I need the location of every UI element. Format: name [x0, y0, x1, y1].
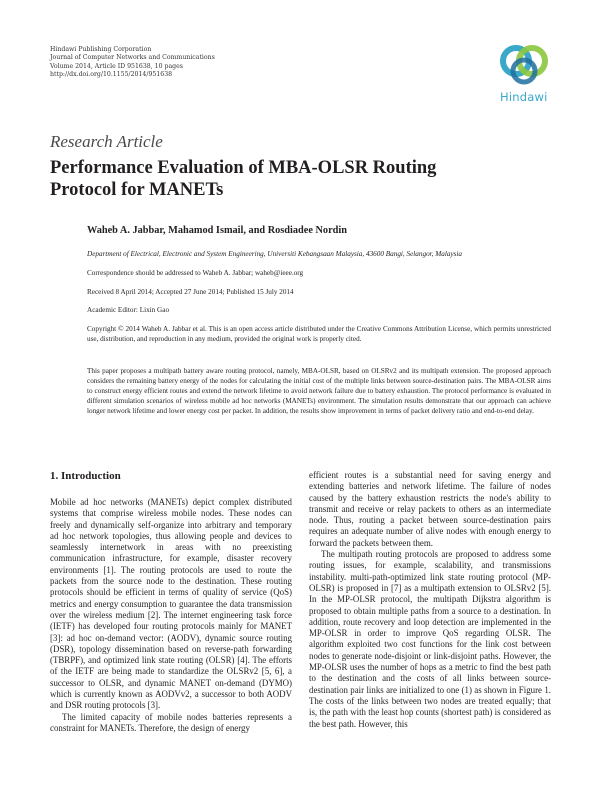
right-column — [309, 470, 551, 730]
author-list: Waheb A. Jabbar, Mahamod Ismail, and Rosdiadee Nordin — [87, 225, 347, 236]
publisher-name: Hindawi Publishing Corporation — [50, 46, 152, 53]
publication-dates: Received 8 April 2014; Accepted 27 June 2014; Published 15 July 2014 — [87, 288, 294, 296]
paper-title: Performance Evaluation of MBA-OLSR Routing Protocol for MANETs — [50, 158, 437, 200]
body-paragraph: The limited capacity of mobile nodes batteries represents a constraint for MANETs. Therefore, the design of energy — [50, 711, 292, 733]
hindawi-logo-text: Hindawi — [500, 90, 548, 104]
journal-header — [50, 46, 215, 79]
academic-editor: Academic Editor: Lixin Gao — [87, 306, 170, 314]
section-heading: 1. Introduction — [50, 470, 121, 482]
abstract: This paper proposes a multipath battery aware routing protocol, namely, MBA-OLSR, based on OLSRv2 and its multipath extension. The proposed approach considers the remaining battery energy of the nodes for calculating the initial cost of the multiple links between source-destination pairs. The MBA-OLSR aims to construct energy efficient routes and extend the network lifetime to avoid network failure due to battery exhaustion. The protocol performance is evaluated in different simulation scenarios of wireless mobile ad hoc networks (MANETs) environment. The simulation results demonstrate that our approach can achieve longer network lifetime and lower energy cost per packet. In addition, the results show improvement in terms of packet delivery ratio and end-to-end delay. — [87, 367, 551, 415]
journal-name: Journal of Computer Networks and Communications — [50, 54, 215, 62]
affiliation: Department of Electrical, Electronic and System Engineering, Universiti Kebangsaan Malaysia, 43600 Bangi, Selangor, Malaysia — [87, 250, 463, 258]
body-paragraph: efficient routes is a substantial need for saving energy and extending batteries and network lifetime. The failure of nodes caused by the battery exhaustion restricts the node's ability to transmit and receive or relay packets to others as an intermediate node. Thus, routing a packet between source-destination pairs requires an adequate number of alive nodes with enough energy to forward the packets between them. — [309, 470, 551, 548]
copyright-notice: Copyright © 2014 Waheb A. Jabbar et al. This is an open access article distributed under the Creative Commons Attribution License, which permits unrestricted use, distribution, and reproduction in any medium, provided the original work is properly cited. — [87, 325, 551, 343]
doi-link[interactable]: http://dx.doi.org/10.1155/2014/951638 — [50, 70, 173, 78]
volume-info: Volume 2014, Article ID 951638, 10 pages — [50, 62, 183, 70]
body-paragraph: The multipath routing protocols are proposed to address some routing issues, for example, scalability, and transmissions instability. multi-path-optimized link state routing protocol (MP-OLSR) is proposed in [7] as a multipath extension to OLSRv2 [5]. In the MP-OLSR protocol, the multipath Dijkstra algorithm is proposed to obtain multiple paths from a source to a destination. In addition, route recovery and loop detection are implemented in the MP-OLSR in order to improve QoS regarding OLSR. The algorithm exploited two cost functions for the link cost between nodes to generate node-disjoint or link-disjoint paths. However, the MP-OLSR uses the number of hops as a metric to find the best path to the destination and the costs of all links between source-destination pair links are initialized to one (1) as shown in Figure 1. The costs of the links between two nodes are treated equally; that is, the path with the least hop counts (shortest path) is considered as the best path. However, this — [309, 549, 551, 729]
correspondence: Correspondence should be addressed to Waheb A. Jabbar; waheb@ieee.org — [87, 269, 304, 277]
left-column — [50, 470, 292, 734]
article-type: Research Article — [50, 132, 163, 151]
body-paragraph: Mobile ad hoc networks (MANETs) depict complex distributed systems that comprise wireless mobile nodes. These nodes can freely and dynamically self-organize into arbitrary and temporary ad hoc network topologies, thus allowing people and devices to seamlessly internetwork in areas with no preexisting communication infrastructure, for example, disaster recovery environments [1]. The routing protocols are used to route the packets from the source node to the destination. These routing protocols should be efficient in terms of quality of service (QoS) metrics and energy consumption to guarantee the data transmission over the wireless medium [2]. The internet engineering task force (IETF) has developed four routing protocols mainly for MANET [3]: ad hoc on-demand vector: (AODV), dynamic source routing (DSR), topology dissemination based on reverse-path forwarding (TBRPF), and optimized link state routing (OLSR) [4]. The efforts of the IETF are being made to standardize the OLSRv2 [5, 6], a successor to OLSR, and dynamic MANET on-demand (DYMO) which is currently known as AODVv2, a successor to both AODV and DSR routing protocols [3]. — [50, 497, 292, 711]
